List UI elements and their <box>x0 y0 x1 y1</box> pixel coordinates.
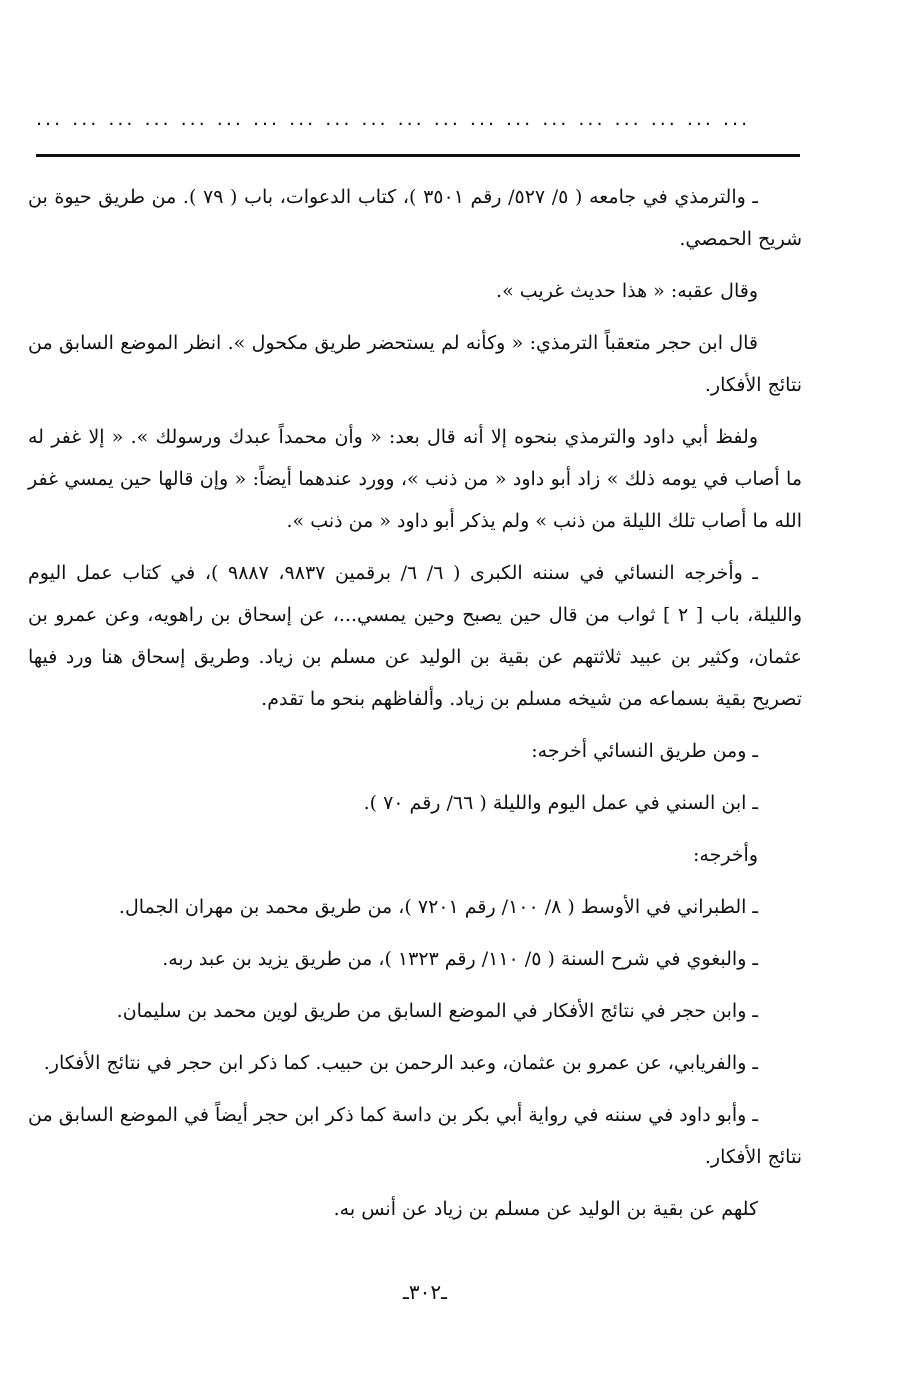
body-text <box>28 176 802 1240</box>
header-dots: ... ... ... ... ... ... ... ... ... ... ... ... ... ... ... ... ... ... ... ... <box>36 108 751 130</box>
paragraph-via-nasai: ـ ومن طريق النسائي أخرجه: <box>531 740 758 762</box>
paragraph-baghawi: ـ والبغوي في شرح السنة ( ٥/ ١١٠/ رقم ١٣٢٣ )، من طريق يزيد بن عبد ربه. <box>162 948 758 970</box>
paragraph-faryabi: ـ والفريابي، عن عمرو بن عثمان، وعبد الرحمن بن حبيب. كما ذكر ابن حجر في نتائج الأفكار. <box>43 1052 758 1074</box>
paragraph-tirmidhi-comment: وقال عقبه: « هذا حديث غريب ». <box>496 280 758 302</box>
paragraph-ibn-hajar-route: ـ وابن حجر في نتائج الأفكار في الموضع السابق من طريق لوين محمد بن سليمان. <box>116 1000 758 1022</box>
paragraph-conclusion: كلهم عن بقية بن الوليد عن مسلم بن زياد عن أنس به. <box>333 1198 758 1220</box>
paragraph-nasai: ـ وأخرجه النسائي في سننه الكبرى ( ٦/ ٦/ برقمين ٩٨٣٧، ٩٨٨٧ )، في كتاب عمل اليوم والليلة، باب [ ٢ ] ثواب من قال حين يصبح وحين يمسي...، عن إسحاق بن راهويه، وعن عمرو بن عثمان، وكثير بن عبيد ثلاثتهم عن بقية بن الوليد عن مسلم بن زياد. وطريق إسحاق هنا ورد فيها تصريح بقية بسماعه من شيخه مسلم بن زياد. وألفاظهم بنحو ما تقدم. <box>28 562 802 710</box>
paragraph-also-reported: وأخرجه: <box>692 844 758 866</box>
paragraph-tirmidhi: ـ والترمذي في جامعه ( ٥/ ٥٢٧/ رقم ٣٥٠١ )، كتاب الدعوات، باب ( ٧٩ ). من طريق حيوة بن شريح الحمصي. <box>28 186 802 250</box>
paragraph-tabarani: ـ الطبراني في الأوسط ( ٨/ ١٠٠/ رقم ٧٢٠١ )، من طريق محمد بن مهران الجمال. <box>118 896 758 918</box>
paragraph-ibn-hajar-critique: قال ابن حجر متعقباً الترمذي: « وكأنه لم يستحضر طريق مكحول ». انظر الموضع السابق من نتائج الأفكار. <box>28 332 802 396</box>
page-number: ـ٣٠٢ـ <box>403 1280 447 1304</box>
paragraph-ibn-sunni: ـ ابن السني في عمل اليوم والليلة ( ٦٦/ رقم ٧٠ ). <box>363 792 758 814</box>
header-rule <box>36 154 800 157</box>
paragraph-abu-dawud: ـ وأبو داود في سننه في رواية أبي بكر بن داسة كما ذكر ابن حجر أيضاً في الموضع السابق من نتائج الأفكار. <box>28 1104 802 1168</box>
paragraph-wording: ولفظ أبي داود والترمذي بنحوه إلا أنه قال بعد: « وأن محمداً عبدك ورسولك ». « إلا غفر له ما أصاب في يومه ذلك » زاد أبو داود « من ذنب »، وورد عندهما أيضاً: « وإن قالها حين يمسي غفر الله ما أصاب تلك الليلة من ذنب » ولم يذكر أبو داود « من ذنب ». <box>28 426 802 532</box>
